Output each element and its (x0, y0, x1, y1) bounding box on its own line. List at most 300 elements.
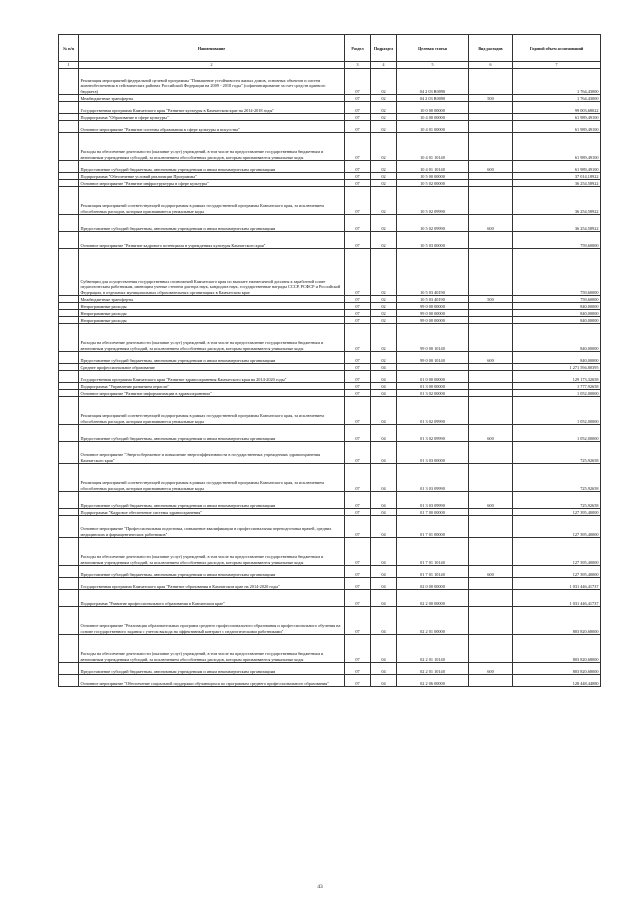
row-amount-cell: 61 989,49100 (513, 133, 601, 161)
row-target-article-cell: 01 3 03 00000 (397, 442, 469, 464)
row-razdel-cell: 07 (345, 566, 371, 578)
row-target-article-cell: 10 4 01 10140 (397, 161, 469, 173)
row-razdel-cell: 07 (345, 675, 371, 687)
row-expense-type-cell (469, 324, 513, 352)
row-name-cell: Расходы на обеспечение деятельности (оказание услуг) учреждений, в том числе на предоставление государственным бюджетным и автономным учреждениям субсидий, за исключением обособленных расходов, которым присваиваются уникальные коды (79, 538, 345, 566)
col-number: 5 (397, 62, 469, 69)
row-target-article-cell: 10 5 00 00000 (397, 173, 469, 180)
row-razdel-cell: 07 (345, 215, 371, 232)
table-row (59, 390, 601, 397)
row-razdel-cell: 07 (345, 249, 371, 296)
col-number: 1 (59, 62, 79, 69)
row-podrazdel-cell: 02 (371, 310, 397, 317)
row-target-article-cell: 10 5 03 40190 (397, 249, 469, 296)
row-expense-type-cell (469, 232, 513, 249)
row-razdel-cell: 07 (345, 95, 371, 102)
row-expense-type-cell (469, 509, 513, 516)
row-name-cell: Государственная программа Камчатского края "Развитие здравоохранения Камчатского края на 2014-2020 годы" (79, 371, 345, 383)
row-name-cell: Основное мероприятие "Обеспечение социальной поддержки обучающихся по программам среднего профессионального образования" (79, 675, 345, 687)
row-amount-cell: 127 395,40000 (513, 538, 601, 566)
row-razdel-cell: 07 (345, 296, 371, 303)
row-number-cell (59, 121, 79, 133)
col-header-expense-type: Вид расходов (469, 35, 513, 62)
row-number-cell (59, 425, 79, 442)
table-row (59, 464, 601, 492)
row-target-article-cell: 10 5 02 00000 (397, 180, 469, 187)
row-number-cell (59, 296, 79, 303)
row-amount-cell: 803 820,68000 (513, 663, 601, 675)
row-razdel-cell: 07 (345, 173, 371, 180)
row-razdel-cell: 07 (345, 578, 371, 590)
row-expense-type-cell (469, 397, 513, 425)
table-row (59, 516, 601, 538)
row-razdel-cell: 07 (345, 232, 371, 249)
row-amount-cell: 61 989,49100 (513, 114, 601, 121)
row-razdel-cell: 07 (345, 161, 371, 173)
row-podrazdel-cell: 04 (371, 464, 397, 492)
table-row (59, 249, 601, 296)
row-amount-cell: 1 052,00000 (513, 397, 601, 425)
col-header-razdel: Раздел (345, 35, 371, 62)
row-razdel-cell: 07 (345, 538, 371, 566)
row-name-cell: Подпрограмма "Обеспечение условий реализации Программы" (79, 173, 345, 180)
row-podrazdel-cell: 02 (371, 173, 397, 180)
col-number: 3 (345, 62, 371, 69)
row-podrazdel-cell: 04 (371, 425, 397, 442)
row-podrazdel-cell: 02 (371, 161, 397, 173)
row-target-article-cell: 01 7 00 00000 (397, 509, 469, 516)
table-row (59, 95, 601, 102)
row-number-cell (59, 383, 79, 390)
table-row (59, 69, 601, 95)
row-expense-type-cell (469, 249, 513, 296)
row-target-article-cell: 01 3 03 09990 (397, 492, 469, 509)
row-expense-type-cell: 500 (469, 296, 513, 303)
col-header-number: № п/п (59, 35, 79, 62)
row-podrazdel-cell: 02 (371, 249, 397, 296)
row-expense-type-cell (469, 635, 513, 663)
row-amount-cell: 127 395,40000 (513, 516, 601, 538)
table-row (59, 607, 601, 635)
row-target-article-cell: 04 2 03 R0090 (397, 69, 469, 95)
row-name-cell: Межбюджетные трансферты (79, 296, 345, 303)
row-number-cell (59, 95, 79, 102)
row-expense-type-cell (469, 180, 513, 187)
row-expense-type-cell (469, 578, 513, 590)
row-razdel-cell: 07 (345, 303, 371, 310)
row-name-cell: Предоставление субсидий бюджетным, автономным учреждениям и иным некоммерческим организациям (79, 425, 345, 442)
table-row (59, 232, 601, 249)
row-target-article-cell: 10 4 00 00000 (397, 114, 469, 121)
row-number-cell (59, 249, 79, 296)
row-number-cell (59, 516, 79, 538)
row-number-cell (59, 352, 79, 364)
row-target-article-cell: 01 0 00 00000 (397, 371, 469, 383)
row-number-cell (59, 232, 79, 249)
row-target-article-cell: 99 0 00 00000 (397, 310, 469, 317)
row-name-cell: Предоставление субсидий бюджетным, автономным учреждениям и иным некоммерческим организациям (79, 161, 345, 173)
row-amount-cell: 1 777,92658 (513, 383, 601, 390)
row-podrazdel-cell: 04 (371, 566, 397, 578)
row-podrazdel-cell: 02 (371, 121, 397, 133)
row-name-cell: Основное мероприятие "Реализация образовательных программ среднего профессионального образования и профессионального обучения на основе государственного задания с учетом выхода на эффективный контракт с педагогическими работниками" (79, 607, 345, 635)
row-amount-cell: 1 271 594,80395 (513, 364, 601, 371)
row-amount-cell: 36 254,58922 (513, 187, 601, 215)
table-row (59, 114, 601, 121)
row-amount-cell: 725,92658 (513, 464, 601, 492)
row-target-article-cell: 02 2 01 10140 (397, 635, 469, 663)
budget-table (58, 34, 601, 687)
row-number-cell (59, 590, 79, 607)
row-name-cell: Непрограммные расходы (79, 317, 345, 324)
row-number-cell (59, 371, 79, 383)
row-amount-cell: 127 395,40000 (513, 509, 601, 516)
table-row (59, 180, 601, 187)
row-expense-type-cell (469, 121, 513, 133)
row-expense-type-cell (469, 317, 513, 324)
row-podrazdel-cell: 02 (371, 324, 397, 352)
row-amount-cell: 725,92658 (513, 492, 601, 509)
row-target-article-cell: 01 7 01 10140 (397, 566, 469, 578)
col-header-annual-amount: Годовой объем ассигнований (513, 35, 601, 62)
row-target-article-cell: 04 2 03 R0090 (397, 95, 469, 102)
row-amount-cell: 36 254,58922 (513, 180, 601, 187)
row-amount-cell: 725,92658 (513, 442, 601, 464)
row-podrazdel-cell: 02 (371, 215, 397, 232)
row-expense-type-cell (469, 310, 513, 317)
row-razdel-cell: 07 (345, 442, 371, 464)
row-target-article-cell: 99 0 00 00000 (397, 317, 469, 324)
row-number-cell (59, 578, 79, 590)
table-row (59, 383, 601, 390)
row-razdel-cell: 07 (345, 635, 371, 663)
row-razdel-cell: 07 (345, 317, 371, 324)
table-row (59, 324, 601, 352)
row-amount-cell: 759,60000 (513, 232, 601, 249)
table-row (59, 352, 601, 364)
row-name-cell: Основное мероприятие "Развитие кадрового потенциала в учреждениях культуры Камчатского края" (79, 232, 345, 249)
row-expense-type-cell (469, 464, 513, 492)
row-razdel-cell: 07 (345, 324, 371, 352)
row-name-cell: Предоставление субсидий бюджетным, автономным учреждениям и иным некоммерческим организациям (79, 663, 345, 675)
row-target-article-cell: 10 5 02 09990 (397, 215, 469, 232)
row-target-article-cell: 02 2 00 00000 (397, 590, 469, 607)
table-row (59, 296, 601, 303)
row-expense-type-cell (469, 383, 513, 390)
row-name-cell: Реализация мероприятий соответствующей подпрограммы в рамках государственной программы Камчатского края, за исключением обособленных расходов, которым присваиваются уникальные коды (79, 187, 345, 215)
row-name-cell: Основное мероприятие "Развитие информатизации в здравоохранении" (79, 390, 345, 397)
row-target-article-cell: 02 0 00 00000 (397, 578, 469, 590)
row-razdel-cell: 07 (345, 364, 371, 371)
col-header-podrazdel: Подраздел (371, 35, 397, 62)
table-row (59, 161, 601, 173)
row-expense-type-cell (469, 538, 513, 566)
table-row (59, 303, 601, 310)
table-row (59, 442, 601, 464)
row-razdel-cell: 07 (345, 390, 371, 397)
row-podrazdel-cell: 02 (371, 102, 397, 114)
row-razdel-cell: 07 (345, 492, 371, 509)
row-expense-type-cell (469, 516, 513, 538)
table-row (59, 187, 601, 215)
row-number-cell (59, 310, 79, 317)
row-amount-cell: 1 052,00000 (513, 425, 601, 442)
row-number-cell (59, 397, 79, 425)
row-expense-type-cell (469, 133, 513, 161)
row-expense-type-cell (469, 371, 513, 383)
row-podrazdel-cell: 04 (371, 663, 397, 675)
row-amount-cell: 1 764,43000 (513, 95, 601, 102)
row-amount-cell: 61 989,49100 (513, 121, 601, 133)
row-target-article-cell: 02 2 01 10140 (397, 663, 469, 675)
table-row (59, 371, 601, 383)
row-target-article-cell: 01 7 01 00000 (397, 516, 469, 538)
col-number: 6 (469, 62, 513, 69)
row-number-cell (59, 114, 79, 121)
row-number-cell (59, 675, 79, 687)
row-podrazdel-cell: 02 (371, 317, 397, 324)
row-razdel-cell: 07 (345, 464, 371, 492)
row-number-cell (59, 303, 79, 310)
row-number-cell (59, 161, 79, 173)
row-razdel-cell: 07 (345, 607, 371, 635)
table-row (59, 215, 601, 232)
row-razdel-cell: 07 (345, 663, 371, 675)
row-name-cell: Предоставление субсидий бюджетным, автономным учреждениям и иным некоммерческим организациям (79, 215, 345, 232)
table-row (59, 663, 601, 675)
row-podrazdel-cell: 02 (371, 69, 397, 95)
row-podrazdel-cell: 04 (371, 364, 397, 371)
row-podrazdel-cell: 04 (371, 509, 397, 516)
row-number-cell (59, 442, 79, 464)
row-name-cell: Субвенции для осуществления государственных полномочий Камчатского края по выплате ежемесячной доплаты к заработной плате педагогическим работникам, имеющим ученые степени доктора наук, кандидата наук, государственные награды СССР, РСФСР и Российской Федерации, в отдельных муниципальных образовательных организациях в Камчатском крае (79, 249, 345, 296)
row-amount-cell: 759,60000 (513, 296, 601, 303)
row-amount-cell: 1 031 446,41737 (513, 578, 601, 590)
row-name-cell: Реализация мероприятий соответствующей подпрограммы в рамках государственной программы Камчатского края, за исключением обособленных расходов, которым присваиваются уникальные коды (79, 397, 345, 425)
row-number-cell (59, 173, 79, 180)
row-podrazdel-cell: 02 (371, 133, 397, 161)
row-name-cell: Предоставление субсидий бюджетным, автономным учреждениям и иным некоммерческим организациям (79, 492, 345, 509)
table-row (59, 635, 601, 663)
table-row (59, 492, 601, 509)
row-amount-cell: 759,60000 (513, 249, 601, 296)
table-row (59, 121, 601, 133)
row-target-article-cell: 10 4 01 10140 (397, 133, 469, 161)
row-amount-cell: 128 448,44080 (513, 675, 601, 687)
row-podrazdel-cell: 04 (371, 607, 397, 635)
row-number-cell (59, 663, 79, 675)
table-row (59, 317, 601, 324)
table-row (59, 538, 601, 566)
table-row (59, 173, 601, 180)
row-number-cell (59, 317, 79, 324)
row-number-cell (59, 607, 79, 635)
row-target-article-cell: 10 5 02 09990 (397, 187, 469, 215)
row-podrazdel-cell: 04 (371, 383, 397, 390)
table-row (59, 364, 601, 371)
column-number-row (59, 62, 601, 69)
row-target-article-cell: 99 0 00 10140 (397, 352, 469, 364)
col-number: 4 (371, 62, 397, 69)
row-amount-cell: 840,00000 (513, 352, 601, 364)
row-name-cell: Подпрограмма "Образование в сфере культуры" (79, 114, 345, 121)
row-amount-cell: 129 173,32658 (513, 371, 601, 383)
row-amount-cell: 36 254,58922 (513, 215, 601, 232)
row-name-cell: Подпрограмма "Управление развитием отрасли" (79, 383, 345, 390)
row-expense-type-cell (469, 390, 513, 397)
row-razdel-cell: 07 (345, 383, 371, 390)
row-expense-type-cell: 600 (469, 566, 513, 578)
row-target-article-cell (397, 364, 469, 371)
row-number-cell (59, 538, 79, 566)
row-podrazdel-cell: 02 (371, 114, 397, 121)
row-expense-type-cell (469, 442, 513, 464)
row-expense-type-cell (469, 675, 513, 687)
row-number-cell (59, 324, 79, 352)
row-podrazdel-cell: 02 (371, 303, 397, 310)
row-target-article-cell: 01 7 01 10140 (397, 538, 469, 566)
row-podrazdel-cell: 02 (371, 95, 397, 102)
row-expense-type-cell: 600 (469, 492, 513, 509)
table-row (59, 590, 601, 607)
row-number-cell (59, 180, 79, 187)
table-row (59, 509, 601, 516)
row-razdel-cell: 07 (345, 102, 371, 114)
row-name-cell: Основное мероприятие "Развитие системы образования в сфере культуры и искусства" (79, 121, 345, 133)
table-row (59, 425, 601, 442)
row-razdel-cell: 07 (345, 133, 371, 161)
row-name-cell: Расходы на обеспечение деятельности (оказание услуг) учреждений, в том числе на предоставление государственным бюджетным и автономным учреждениям субсидий, за исключением обособленных расходов, которым присваиваются уникальные коды (79, 133, 345, 161)
row-number-cell (59, 102, 79, 114)
row-expense-type-cell: 600 (469, 663, 513, 675)
table-row (59, 133, 601, 161)
row-amount-cell: 61 989,49100 (513, 161, 601, 173)
row-name-cell: Основное мероприятие "Профессиональная подготовка, повышение квалификации и профессиональная переподготовка врачей, средних медицинских и фармацевтических работников" (79, 516, 345, 538)
row-expense-type-cell (469, 114, 513, 121)
table-row (59, 675, 601, 687)
row-target-article-cell: 01 3 02 09990 (397, 397, 469, 425)
row-amount-cell: 840,00000 (513, 324, 601, 352)
row-expense-type-cell: 600 (469, 425, 513, 442)
row-number-cell (59, 187, 79, 215)
row-expense-type-cell (469, 173, 513, 180)
row-podrazdel-cell: 04 (371, 442, 397, 464)
row-expense-type-cell (469, 590, 513, 607)
row-amount-cell: 37 014,18922 (513, 173, 601, 180)
row-amount-cell: 803 820,68000 (513, 607, 601, 635)
row-expense-type-cell (469, 102, 513, 114)
row-razdel-cell: 07 (345, 114, 371, 121)
row-razdel-cell: 07 (345, 121, 371, 133)
row-expense-type-cell (469, 607, 513, 635)
row-expense-type-cell (469, 303, 513, 310)
row-amount-cell: 803 820,68000 (513, 635, 601, 663)
row-razdel-cell: 07 (345, 509, 371, 516)
row-expense-type-cell (469, 187, 513, 215)
row-amount-cell: 1 764,43000 (513, 69, 601, 95)
row-expense-type-cell: 500 (469, 95, 513, 102)
row-podrazdel-cell: 04 (371, 516, 397, 538)
table-row (59, 397, 601, 425)
row-name-cell: Реализация мероприятий федеральной целевой программы "Повышение устойчивости жилых домов, основных объектов и систем жизнеобеспечения в сейсмических районах Российской Федерации на 2009 - 2018 годы" (софинансирование за счет средств краевого бюджета) (79, 69, 345, 95)
row-amount-cell: 1 031 446,41737 (513, 590, 601, 607)
row-razdel-cell: 07 (345, 590, 371, 607)
row-podrazdel-cell: 02 (371, 180, 397, 187)
page-number: 43 (317, 884, 323, 890)
row-target-article-cell: 01 3 02 09990 (397, 425, 469, 442)
row-podrazdel-cell: 04 (371, 578, 397, 590)
row-razdel-cell: 07 (345, 425, 371, 442)
row-expense-type-cell: 600 (469, 215, 513, 232)
row-number-cell (59, 492, 79, 509)
row-number-cell (59, 364, 79, 371)
row-expense-type-cell: 600 (469, 161, 513, 173)
row-podrazdel-cell: 04 (371, 492, 397, 509)
row-target-article-cell: 10 4 01 00000 (397, 121, 469, 133)
row-razdel-cell: 07 (345, 180, 371, 187)
row-podrazdel-cell: 02 (371, 352, 397, 364)
row-number-cell (59, 635, 79, 663)
row-name-cell: Расходы на обеспечение деятельности (оказание услуг) учреждений, в том числе на предоставление государственным бюджетным и автономным учреждениям субсидий, за исключением обособленных расходов, которым присваиваются уникальные коды (79, 324, 345, 352)
col-number: 2 (79, 62, 345, 69)
table-row (59, 310, 601, 317)
row-razdel-cell: 07 (345, 516, 371, 538)
row-name-cell: Государственная программа Камчатского края "Развитие культуры в Камчатском крае на 2014-2018 годы" (79, 102, 345, 114)
row-target-article-cell: 01 3 00 00000 (397, 383, 469, 390)
row-target-article-cell: 02 2 06 00000 (397, 675, 469, 687)
row-target-article-cell: 01 3 03 09990 (397, 464, 469, 492)
row-razdel-cell: 07 (345, 310, 371, 317)
row-razdel-cell: 07 (345, 352, 371, 364)
row-number-cell (59, 69, 79, 95)
row-name-cell: Подпрограмма "Кадровое обеспечение системы здравоохранения" (79, 509, 345, 516)
row-target-article-cell: 10 5 03 40190 (397, 296, 469, 303)
row-target-article-cell: 10 5 03 00000 (397, 232, 469, 249)
col-header-target-article: Целевая статья (397, 35, 469, 62)
row-number-cell (59, 464, 79, 492)
row-number-cell (59, 566, 79, 578)
row-razdel-cell: 07 (345, 397, 371, 425)
col-header-name: Наименование (79, 35, 345, 62)
row-podrazdel-cell: 04 (371, 538, 397, 566)
row-expense-type-cell (469, 69, 513, 95)
row-name-cell: Реализация мероприятий соответствующей подпрограммы в рамках государственной программы Камчатского края, за исключением обособленных расходов, которым присваиваются уникальные коды (79, 464, 345, 492)
row-amount-cell: 99 003,68022 (513, 102, 601, 114)
row-number-cell (59, 133, 79, 161)
row-expense-type-cell: 600 (469, 352, 513, 364)
row-name-cell: Основное мероприятие "Развитие инфраструктуры в сфере культуры" (79, 180, 345, 187)
row-name-cell: Непрограммные расходы (79, 303, 345, 310)
row-target-article-cell: 02 2 01 00000 (397, 607, 469, 635)
row-name-cell: Межбюджетные трансферты (79, 95, 345, 102)
row-podrazdel-cell: 04 (371, 675, 397, 687)
row-name-cell: Государственная программа Камчатского края "Развитие образования в Камчатском крае на 2014-2020 годы" (79, 578, 345, 590)
row-number-cell (59, 509, 79, 516)
row-amount-cell: 127 395,40000 (513, 566, 601, 578)
row-name-cell: Основное мероприятие "Энергосбережение и повышение энергоэффективности в государственных учреждениях здравоохранения Камчатского края" (79, 442, 345, 464)
row-podrazdel-cell: 04 (371, 590, 397, 607)
table-row (59, 566, 601, 578)
row-target-article-cell: 99 0 00 10140 (397, 324, 469, 352)
row-podrazdel-cell: 02 (371, 232, 397, 249)
row-podrazdel-cell: 04 (371, 397, 397, 425)
row-amount-cell: 840,00000 (513, 317, 601, 324)
row-name-cell: Предоставление субсидий бюджетным, автономным учреждениям и иным некоммерческим организациям (79, 352, 345, 364)
table-row (59, 578, 601, 590)
row-podrazdel-cell: 04 (371, 390, 397, 397)
row-target-article-cell: 99 0 00 00000 (397, 303, 469, 310)
row-razdel-cell: 07 (345, 69, 371, 95)
